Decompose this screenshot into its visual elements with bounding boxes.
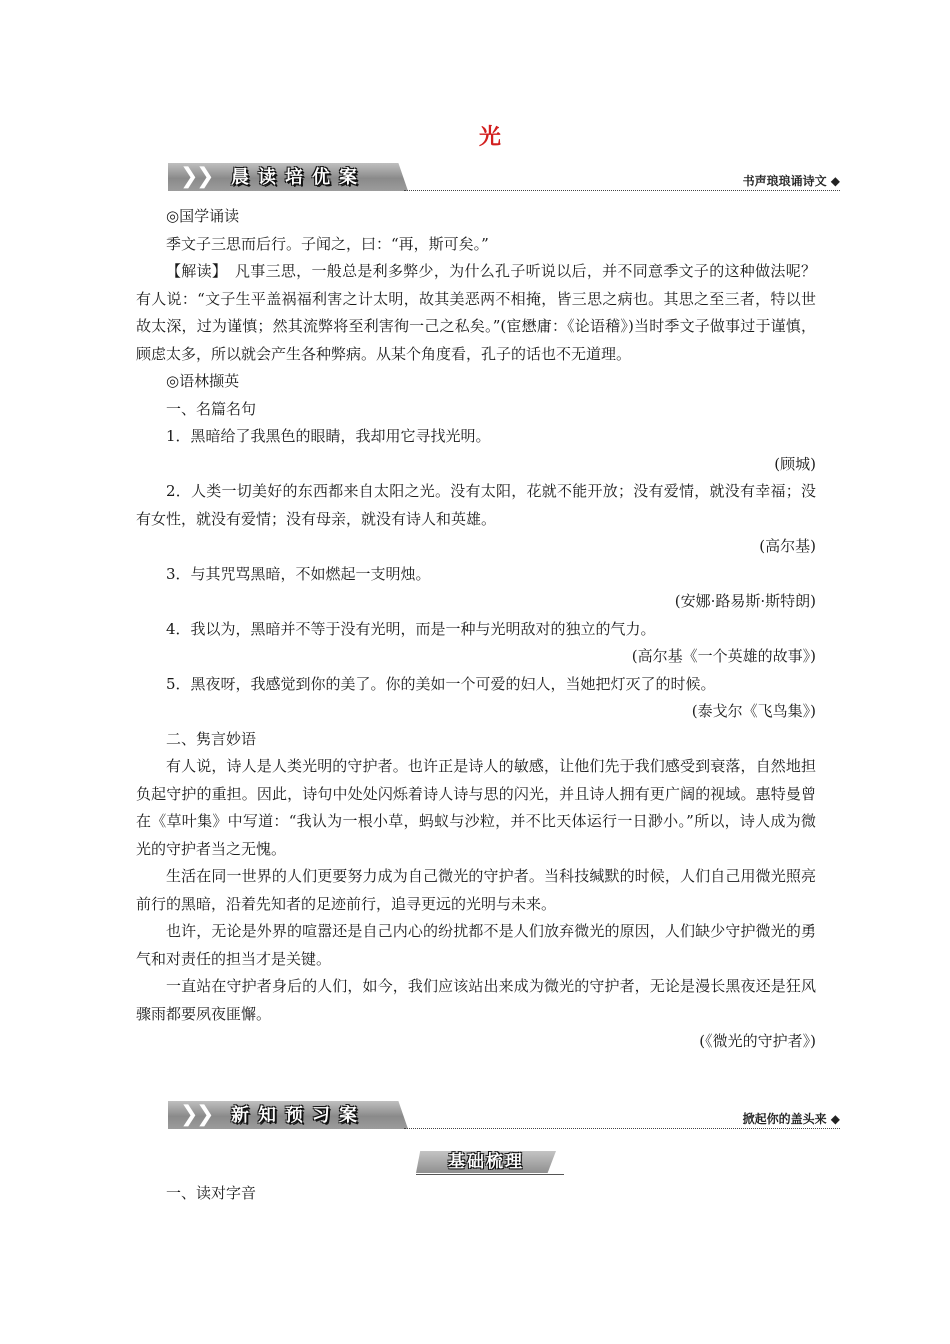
banner-label — [228, 1104, 360, 1128]
banner-char: 培 — [285, 167, 303, 188]
chevron-icon: ❯ — [196, 1102, 215, 1127]
essay-paragraph: 一直站在守护者身后的人们，如今，我们应该站出来成为微光的守护者，无论是漫长黑夜还是狂风骤雨都要夙夜匪懈。 — [136, 977, 816, 1023]
famous-quote: 3．与其咒骂黑暗，不如燃起一支明烛。 — [166, 564, 431, 583]
banner-char: 案 — [339, 167, 357, 188]
sub-banner-jichu — [416, 1151, 564, 1175]
banner-label — [228, 166, 360, 190]
interpretation-paragraph: 【解读】 凡事三思，一般总是利多弊少，为什么孔子听说以后，并不同意季文子的这种做法呢？有人说：“文子生平盖祸福利害之计太明，故其美恶两不相掩，皆三思之病也。其思之至三者，特以世故太深，过为谨慎；然其流弊将至利害徇一己之私矣。”(宦懋庸：《论语稽》)当时季文子做事过于谨慎，顾虑太多，所以就会产生各种弊病。从某个角度看，孔子的话也不无道理。 — [136, 262, 816, 363]
quote-source: (顾城) — [774, 454, 816, 473]
quote-source: (高尔基《一个英雄的故事》) — [631, 647, 816, 665]
banner-rule — [404, 1128, 840, 1129]
section-heading: ◎国学诵读 — [166, 207, 240, 225]
famous-quote: 2．人类一切美好的东西都来自太阳之光。没有太阳，花就不能开放；没有爱情，就没有幸福；没有女性，就没有爱情；没有母亲，就没有诗人和英雄。 — [136, 482, 816, 528]
sub-heading: 二、隽言妙语 — [166, 729, 257, 748]
sub-banner-underline — [416, 1174, 564, 1175]
chevron-icon: ❯ — [180, 164, 199, 189]
banner-chendu — [168, 163, 840, 197]
banner-char: 新 — [231, 1105, 249, 1126]
chevron-icon: ❯ — [180, 1102, 199, 1127]
classic-quote: 季文子三思而后行。子闻之，曰：“再，斯可矣。” — [166, 234, 489, 253]
page-title: 光 — [478, 124, 501, 150]
quote-source: (泰戈尔《飞鸟集》) — [691, 702, 816, 720]
banner-char: 优 — [312, 167, 330, 188]
banner-subtitle: 掀起你的盖头来 ◆ — [742, 1112, 840, 1126]
text-block-chendu — [136, 203, 816, 1056]
banner-char: 读 — [258, 167, 276, 188]
essay-paragraph: 有人说，诗人是人类光明的守护者。也许正是诗人的敏感，让他们先于我们感受到衰落，自然地担负起守护的重担。因此，诗句中处处闪烁着诗人诗与思的闪光，并且诗人拥有更广阔的视域。惠特曼曾在《草叶集》中写道：“我认为一根小草，蚂蚁与沙粒，并不比天体运行一日渺小。”所以，诗人成为微光的守护者当之无愧。 — [136, 757, 816, 858]
essay-paragraph: 也许，无论是外界的喧嚣还是自己内心的纷扰都不是人们放弃微光的原因，人们缺少守护微光的勇气和对责任的担当才是关键。 — [136, 922, 816, 968]
quote-source: (安娜·路易斯·斯特朗) — [674, 592, 816, 610]
banner-xinzhi — [168, 1101, 840, 1135]
famous-quote: 4．我以为，黑暗并不等于没有光明，而是一种与光明敌对的独立的气力。 — [166, 619, 656, 638]
sub-banner-label: 基础梳理 — [448, 1152, 524, 1172]
chevron-icon: ❯ — [196, 164, 215, 189]
sub-heading: 一、名篇名句 — [166, 399, 257, 418]
section-heading: ◎语林撷英 — [166, 372, 240, 390]
banner-char: 知 — [258, 1105, 276, 1126]
banner-char: 案 — [339, 1105, 357, 1126]
banner-char: 晨 — [231, 167, 249, 188]
banner-subtitle: 书声琅琅诵诗文 ◆ — [742, 174, 840, 188]
essay-source: (《微光的守护者》) — [699, 1032, 816, 1050]
text-block-jichu — [136, 1180, 816, 1208]
banner-char: 习 — [312, 1105, 330, 1126]
banner-rule — [404, 190, 840, 191]
banner-char: 预 — [285, 1105, 303, 1126]
quote-source: (高尔基) — [759, 537, 816, 555]
essay-paragraph: 生活在同一世界的人们更要努力成为自己微光的守护者。当科技缄默的时候，人们自己用微光照亮前行的黑暗，沿着先知者的足迹前行，追寻更远的光明与未来。 — [136, 867, 816, 913]
famous-quote: 1．黑暗给了我黑色的眼睛，我却用它寻找光明。 — [166, 427, 491, 445]
sub-heading: 一、读对字音 — [166, 1184, 257, 1202]
famous-quote: 5．黑夜呀，我感觉到你的美了。你的美如一个可爱的妇人，当她把灯灭了的时候。 — [166, 674, 716, 693]
